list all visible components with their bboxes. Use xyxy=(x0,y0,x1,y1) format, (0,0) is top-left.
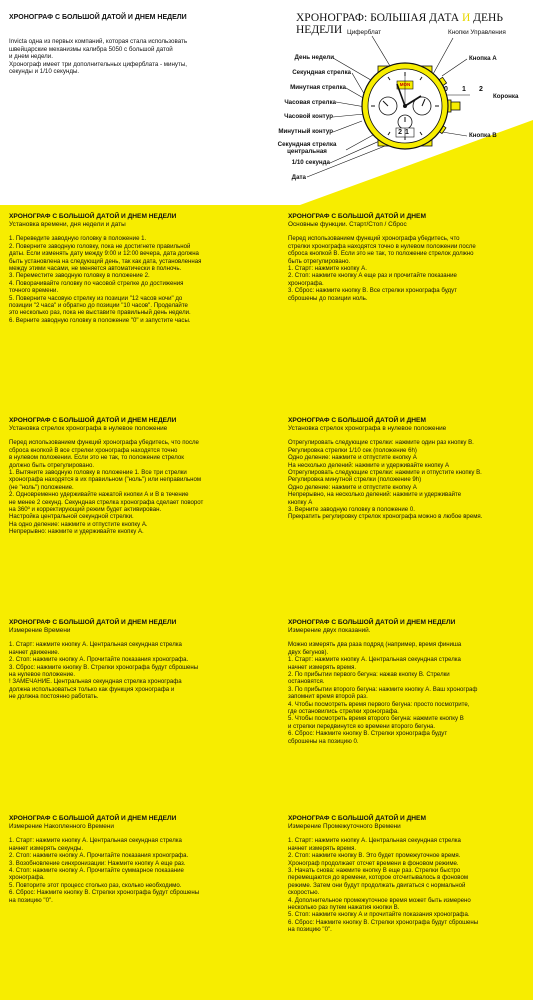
section-split-time xyxy=(288,815,530,934)
text-line: перемещаются до времени, которое отсчитывалось в фоновом xyxy=(288,874,469,882)
text-line: 5. Поверните часовую стрелку из позиции "12 часов ночи" до xyxy=(9,294,183,302)
day-window: MON xyxy=(399,82,411,87)
crown-position-0: 0 xyxy=(444,86,448,93)
text-line: на позицию "0". xyxy=(9,896,53,904)
text-line: не менее 2 секунд. Секундная стрелка хронографа сделает поворот xyxy=(9,498,204,506)
text-line: 3. Возобновление синхронизации: Нажмите кнопку А еще раз. xyxy=(9,859,186,867)
section-subtitle: Установка времени, дня недели и даты xyxy=(9,221,126,228)
section-subtitle: Измерение двух показаний. xyxy=(288,627,371,634)
text-line: 6. Сброс: Нажмите кнопку В. Стрелки хронографа будут сброшены xyxy=(9,889,200,897)
intro-line: швейцарские механизмы калибра 5050 с большой датой xyxy=(9,45,173,53)
text-line: должно быть отрегулировано. xyxy=(9,461,95,469)
text-line: стрелки хронографа находятся точно в нулевом положении после xyxy=(288,242,476,250)
intro-line: и днем недели. xyxy=(9,53,53,61)
title-part: И xyxy=(459,12,474,24)
title-part: ХРОНОГРАФ: БОЛЬШАЯ ДАТА xyxy=(296,12,460,24)
section-title: ХРОНОГРАФ С БОЛЬШОЙ ДАТОЙ И ДНЕМ НЕДЕЛИ xyxy=(9,815,177,822)
text-line: 3. Переместите заводную головку в положение 2. xyxy=(9,272,150,280)
text-line: Настройка центральной секундной стрелки. xyxy=(9,513,134,521)
text-line: где остановились стрелки хронографа. xyxy=(288,708,399,716)
label-minute-hand: Минутная стрелка xyxy=(290,84,346,91)
section-title: ХРОНОГРАФ С БОЛЬШОЙ ДАТОЙ И ДНЕМ НЕДЕЛИ xyxy=(9,213,177,220)
section-zero-adjust-2 xyxy=(288,417,530,521)
label-day-of-week: День недели xyxy=(294,54,334,61)
dial-label: Циферблат xyxy=(347,29,382,36)
section-subtitle: Установка стрелок хронографа в нулевое положение xyxy=(9,425,168,432)
section-subtitle: Измерение Накопленного Времени xyxy=(9,823,114,830)
text-line: кнопку А xyxy=(288,498,313,506)
text-line: 2. Стоп: нажмите кнопку А. Прочитайте показания хронографа. xyxy=(9,852,189,860)
text-line: На несколько делений: нажмите и удерживайте кнопку А xyxy=(288,461,450,469)
text-line: между этими часами, не меняется автоматически в полночь. xyxy=(9,265,182,273)
text-line: 2. По прибытии первого бегуна: нажав кнопку В. Стрелки xyxy=(288,671,450,679)
text-line: 1. Старт: нажмите кнопку А. Центральная секундная стрелка xyxy=(9,837,182,845)
text-line: 5. Стоп: нажмите кнопку А и прочитайте показания хронографа. xyxy=(288,911,470,919)
text-line: Отрегулировать следующие стрелки: нажмите один раз кнопку В. xyxy=(288,439,474,447)
buttons-label: Кнопки Управления xyxy=(448,29,506,36)
section-title: ХРОНОГРАФ С БОЛЬШОЙ ДАТОЙ И ДНЕМ НЕДЕЛИ xyxy=(9,417,177,424)
text-line: начнет движение. xyxy=(9,648,60,656)
label-date: Дата xyxy=(291,174,306,181)
section-title: ХРОНОГРАФ С БОЛЬШОЙ ДАТОЙ И ДНЕМ НЕДЕЛИ xyxy=(9,619,177,626)
section-zero-adjust-1 xyxy=(9,417,264,536)
text-line: Хронограф продолжает отсчет времени в фоновом режиме. xyxy=(288,859,459,867)
date-window: 21 xyxy=(398,129,412,136)
section-subtitle: Установка стрелок хронографа в нулевое положение xyxy=(288,425,447,432)
text-line: (не "ноль") положение. xyxy=(9,483,74,491)
text-line: запомнит время второй раз. xyxy=(288,693,368,701)
text-line: на нулевое положение. xyxy=(9,671,76,679)
text-line: 3. По прибытии второго бегуна: нажмите кнопку А. Ваш хронограф xyxy=(288,685,478,693)
text-line: остановятся. xyxy=(288,678,325,686)
text-line: режиме. Затем они будут продолжать двигаться с нормальной xyxy=(288,881,466,889)
text-line: хронографа. xyxy=(9,874,45,882)
intro-line: секунды и 1/10 секунды. xyxy=(9,68,80,76)
label-hour-counter: Часовой контур xyxy=(284,113,333,120)
text-line: быть установлена на следующий день, так как дата, установленная xyxy=(9,257,202,265)
section-accumulated-time xyxy=(9,815,264,904)
text-line: Непрерывно, на несколько делений: нажмите и удерживайте xyxy=(288,491,462,499)
intro-title: ХРОНОГРАФ С БОЛЬШОЙ ДАТОЙ И ДНЕМ НЕДЕЛИ xyxy=(9,14,187,21)
text-line: Одно деление: нажмите и отпустите кнопку А xyxy=(288,454,417,462)
section-title: ХРОНОГРАФ С БОЛЬШОЙ ДАТОЙ И ДНЕМ xyxy=(288,815,426,822)
section-title: ХРОНОГРАФ С БОЛЬШОЙ ДАТОЙ И ДНЕМ xyxy=(288,213,426,220)
text-line: ! ЗАМЕЧАНИЕ. Центральная секундная стрелка хронографа xyxy=(9,678,182,686)
text-line: начнет измерять время. xyxy=(288,844,357,852)
text-line: не должна постоянно работать. xyxy=(9,693,99,701)
text-line: в нулевом положении. Если это не так, то положение стрелок xyxy=(9,454,184,462)
title-part: ДЕНЬ НЕДЕЛИ xyxy=(296,12,503,36)
section-subtitle: Измерение Времени xyxy=(9,627,71,634)
text-line: 1. Старт: нажмите кнопку А. Центральная секундная стрелка xyxy=(288,656,461,664)
text-line: даты. Если изменять дату между 9:00 и 12:00 вечера, дата должна xyxy=(9,250,199,258)
text-line: На одно деление: нажмите и отпустите кнопку А. xyxy=(9,520,148,528)
label-second-hand: Секундная стрелка xyxy=(292,69,351,76)
text-line: 2. Поверните заводную головку, пока не достигнете правильной xyxy=(9,242,191,250)
text-line: и стрелки передвинутся ко времени второго бегуна. xyxy=(288,722,436,730)
text-line: двух бегунов). xyxy=(288,648,329,656)
text-line: на позицию "0". xyxy=(288,926,332,934)
text-line: хронографа находятся в их правильном ("ноль") или неправильном xyxy=(9,476,202,484)
label-tenth-second: 1/10 секунда xyxy=(291,159,330,166)
text-line: Перед использованием функций хронографа убедитесь, что xyxy=(288,235,460,243)
section-set-time xyxy=(9,213,264,324)
text-line: Регулировка стрелки 1/10 сек (положение 6h) xyxy=(288,446,417,454)
text-line: 2. Стоп: нажмите кнопку В. Это будет промежуточное время. xyxy=(288,852,461,860)
crown-position-2: 2 xyxy=(479,86,483,93)
text-line: сброса кнопкой В. Если это не так, то положение стрелок должно xyxy=(288,250,474,258)
text-line: начнет измерять время. xyxy=(288,663,357,671)
text-line: должна использоваться только как функция хронографа и xyxy=(9,685,175,693)
text-line: 4. Дополнительное промежуточное время может быть измерено xyxy=(288,896,471,904)
text-line: 5. Повторите этот процесс столько раз, сколько необходимо. xyxy=(9,881,182,889)
section-title: ХРОНОГРАФ С БОЛЬШОЙ ДАТОЙ И ДНЕМ НЕДЕЛИ xyxy=(288,619,456,626)
text-line: Отрегулировать следующие стрелки: нажмите и отпустите кнопку В. xyxy=(288,469,482,477)
label-center-second-hand: Секундная стрелка центральная xyxy=(277,141,337,155)
text-line: 6. Верните заводную головку в положение "0" и запустите часы. xyxy=(9,316,191,324)
text-line: 1. Старт: нажмите кнопку А. xyxy=(288,265,367,273)
label-minute-counter: Минутный контур xyxy=(278,128,333,135)
text-line: 3. Сброс: нажмите кнопку В. Стрелки хронографа будут сброшены xyxy=(9,663,199,671)
text-line: быть отрегулировано. xyxy=(288,257,351,265)
section-two-readings xyxy=(288,619,530,745)
text-line: точного времени. xyxy=(9,287,59,295)
text-line: 5. Чтобы посмотреть время второго бегуна: нажмите кнопку В xyxy=(288,715,464,723)
text-line: 2. Одновременно удерживайте нажатой кнопки А и В в течение xyxy=(9,491,189,499)
text-line: это несколько раз, пока не выставите правильный день недели. xyxy=(9,309,191,317)
section-start-stop-reset xyxy=(288,213,528,302)
text-line: Перед использованием функций хронографа убедитесь, что после xyxy=(9,439,199,447)
text-line: 3. Верните заводную головку в положение 0. xyxy=(288,506,415,514)
text-line: 1. Старт: нажмите кнопку А. Центральная секундная стрелка xyxy=(288,837,461,845)
text-line: 3. Начать снова: нажмите кнопку В еще раз. Стрелки быстро xyxy=(288,867,461,875)
text-line: 2. Стоп: нажмите кнопку А. Прочитайте показания хронографа. xyxy=(9,656,189,664)
text-line: 4. Поворачивайте головку по часовой стрелке до достижения xyxy=(9,279,184,287)
text-line: 2. Стоп: нажмите кнопку А еще раз и прочитайте показание xyxy=(288,272,457,280)
text-line: 3. Сброс: нажмите кнопку В. Все стрелки хронографа будут xyxy=(288,287,457,295)
intro-line: Invicta одна из первых компаний, которая стала использовать xyxy=(9,38,188,45)
section-title: ХРОНОГРАФ С БОЛЬШОЙ ДАТОЙ И ДНЕМ xyxy=(288,417,426,424)
text-line: начнет измерять секунды. xyxy=(9,844,84,852)
text-line: 4. Чтобы посмотреть время первого бегуна: просто посмотрите, xyxy=(288,700,470,708)
text-line: 4. Стоп: нажмите кнопку А. Прочитайте суммарное показание xyxy=(9,867,184,875)
text-line: сброшены на позицию 0. xyxy=(288,737,359,745)
text-line: 1. Старт: нажмите кнопку А. Центральная секундная стрелка xyxy=(9,641,182,649)
text-line: скоростью. xyxy=(288,889,320,897)
text-line: на 360º и корректирующий режим будет активирован. xyxy=(9,506,162,514)
text-line: Регулировка минутной стрелки (положение 9h) xyxy=(288,476,422,484)
label-hour-hand: Часовая стрелка xyxy=(284,99,336,106)
crown-label: Коронка xyxy=(493,93,519,100)
text-line: хронографа. xyxy=(288,279,324,287)
section-time-measure xyxy=(9,619,264,701)
crown-position-1: 1 xyxy=(462,86,466,93)
text-line: 6. Сброс: Нажмите кнопку В. Стрелки хронографа будут xyxy=(288,730,448,738)
text-line: сброшены до позиции ноль. xyxy=(288,294,368,302)
text-line: Можно измерять два раза подряд (например, время финиша xyxy=(288,641,462,649)
section-subtitle: Измерение Промежуточного Времени xyxy=(288,823,401,830)
text-line: Непрерывно: нажмите и удерживайте кнопку А. xyxy=(9,528,144,536)
text-line: 1. Вытяните заводную головку в положение 1. Все три стрелки xyxy=(9,469,187,477)
text-line: Прекратить регулировку стрелок хронографа можно в любое время. xyxy=(288,513,483,521)
text-line: 1. Переведите заводную головку в положение 1. xyxy=(9,235,147,243)
intro-line: Хронограф имеет три дополнительных циферблата - минуты, xyxy=(9,60,187,68)
text-line: позиции "2 часа" и обратно до позиции "10 часов". Проделайте xyxy=(9,302,188,310)
text-line: Одно деление: нажмите и отпустите кнопку А xyxy=(288,483,417,491)
text-line: несколько раз путем нажатия кнопки В. xyxy=(288,904,400,912)
section-subtitle: Основные функции. Старт/Стоп / Сброс xyxy=(288,221,407,228)
text-line: 6. Сброс: Нажмите кнопку В. Стрелки хронографа будут сброшены xyxy=(288,918,479,926)
button-a-label: Кнопка А xyxy=(469,55,497,62)
button-b-label: Кнопка В xyxy=(469,132,497,139)
text-line: сброса кнопкой В все стрелки хронографа находятся точно xyxy=(9,446,178,454)
